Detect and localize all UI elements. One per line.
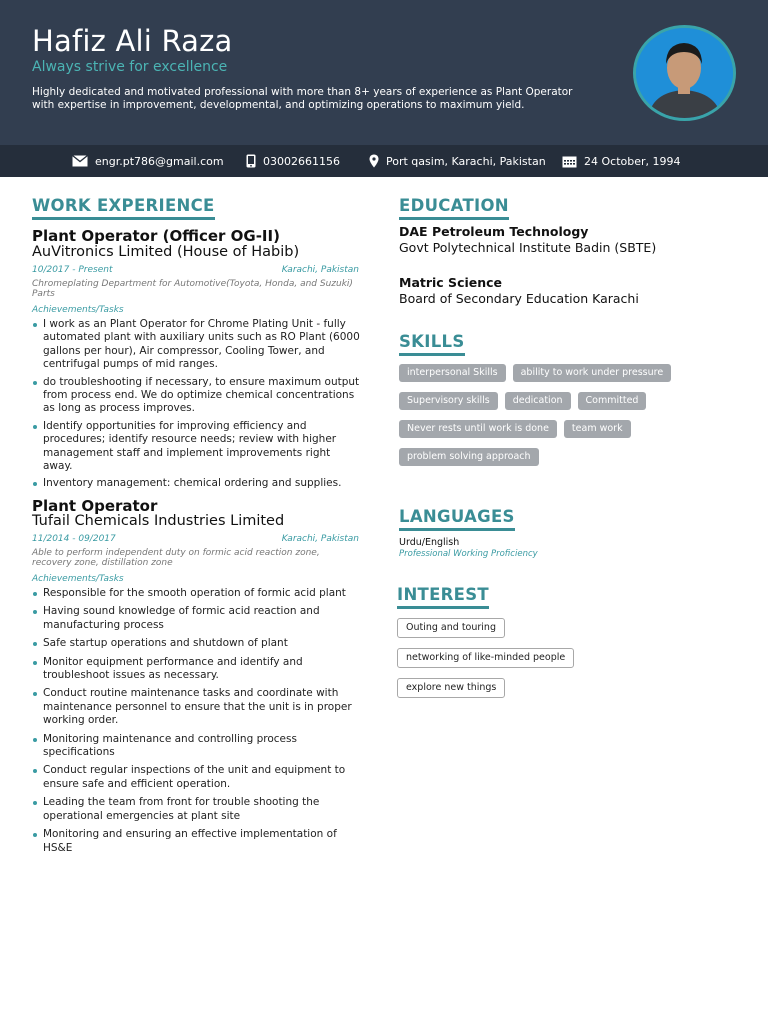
achievements-label: Achievements/Tasks	[32, 305, 124, 315]
job-company: Tufail Chemicals Industries Limited	[32, 513, 285, 529]
job-description: Able to perform independent duty on formic acid reaction zone, recovery zone, distillation zone	[32, 548, 320, 568]
achievements-label: Achievements/Tasks	[32, 574, 124, 584]
skill-chip: Committed	[578, 392, 647, 410]
envelope-icon	[72, 155, 88, 167]
contact-email[interactable]	[72, 145, 224, 177]
languages-heading: LANGUAGES	[399, 507, 515, 531]
job-description: Chromeplating Department for Automotive(Toyota, Honda, and Suzuki) Parts	[32, 279, 353, 299]
work-experience-heading: WORK EXPERIENCE	[32, 196, 215, 220]
skill-chip: problem solving approach	[399, 448, 539, 466]
task-list	[32, 318, 362, 491]
job-location: Karachi, Pakistan	[281, 534, 359, 544]
education-heading: EDUCATION	[399, 196, 509, 220]
map-pin-icon	[369, 154, 379, 168]
contact-location	[369, 145, 546, 177]
education-degree: Matric Science	[399, 275, 503, 290]
phone-icon	[246, 154, 256, 168]
job-title: Plant Operator	[32, 497, 158, 515]
education-degree: DAE Petroleum Technology	[399, 224, 589, 239]
candidate-name: Hafiz Ali Raza	[32, 24, 233, 58]
interest-list	[397, 618, 574, 698]
education-school: Board of Secondary Education Karachi	[399, 291, 639, 306]
list-item: Having sound knowledge of formic acid reaction and manufacturing process	[32, 605, 362, 632]
list-item: Monitoring maintenance and controlling process specifications	[32, 733, 362, 760]
list-item: Conduct routine maintenance tasks and coordinate with maintenance personnel to ensure that the unit is in proper working order.	[32, 687, 362, 727]
job-dates: 10/2017 - Present	[32, 265, 113, 275]
list-item: Responsible for the smooth operation of formic acid plant	[32, 587, 362, 600]
job-company: AuVitronics Limited (House of Habib)	[32, 244, 300, 260]
job-location: Karachi, Pakistan	[281, 265, 359, 275]
skill-chip: Never rests until work is done	[399, 420, 557, 438]
list-item: Conduct regular inspections of the unit and equipment to ensure safe and efficient operation.	[32, 764, 362, 791]
skill-chip: Supervisory skills	[399, 392, 498, 410]
skill-chip: interpersonal Skills	[399, 364, 506, 382]
phone-text: 03002661156	[263, 154, 340, 168]
job-meta	[32, 265, 359, 275]
interest-chip: networking of like-minded people	[397, 648, 574, 668]
list-item: Monitoring and ensuring an effective implementation of HS&E	[32, 828, 362, 855]
skill-chip: team work	[564, 420, 631, 438]
task-list	[32, 587, 362, 855]
calendar-icon	[562, 155, 577, 168]
birthdate-text: 24 October, 1994	[584, 154, 681, 168]
header	[0, 0, 768, 145]
list-item: do troubleshooting if necessary, to ensure maximum output from process end. We do optimize chemical concentrations as long as process improves.	[32, 376, 362, 416]
interest-heading: INTEREST	[397, 585, 489, 609]
list-item: Monitor equipment performance and identify and troubleshoot issues as necessary.	[32, 656, 362, 683]
skills-heading: SKILLS	[399, 332, 465, 356]
list-item: Identify opportunities for improving efficiency and procedures; identify resource needs; review with higher management staff and implement improvements right away.	[32, 420, 362, 474]
location-text: Port qasim, Karachi, Pakistan	[386, 154, 546, 168]
email-text: engr.pt786@gmail.com	[95, 154, 224, 168]
profile-summary: Highly dedicated and motivated professional with more than 8+ years of experience as Plant Operator with expertise in improvement, developmental, and optimizing operations to maximum yield.	[32, 86, 573, 111]
job-meta	[32, 534, 359, 544]
contact-bar	[0, 145, 768, 177]
list-item: I work as an Plant Operator for Chrome Plating Unit - fully automated plant with auxiliary units such as RO Plant (6000 gallons per hour), Air compressor, Cooling Tower, and centrifugal pumps of mid ranges.	[32, 318, 362, 372]
contact-phone[interactable]	[246, 145, 340, 177]
education-school: Govt Polytechnical Institute Badin (SBTE)	[399, 240, 657, 255]
language-level: Professional Working Proficiency	[399, 549, 538, 559]
skills-list	[399, 364, 739, 466]
list-item: Inventory management: chemical ordering and supplies.	[32, 477, 362, 490]
list-item: Safe startup operations and shutdown of plant	[32, 637, 362, 650]
job-dates: 11/2014 - 09/2017	[32, 534, 116, 544]
job-title: Plant Operator (Officer OG-II)	[32, 227, 280, 245]
skill-chip: ability to work under pressure	[513, 364, 672, 382]
contact-birthdate	[562, 145, 681, 177]
interest-chip: Outing and touring	[397, 618, 505, 638]
skill-chip: dedication	[505, 392, 571, 410]
portrait-image	[636, 28, 733, 118]
tagline: Always strive for excellence	[32, 59, 228, 75]
profile-photo	[633, 25, 736, 121]
list-item: Leading the team from front for trouble shooting the operational emergencies at plant site	[32, 796, 362, 823]
interest-chip: explore new things	[397, 678, 505, 698]
language-name: Urdu/English	[399, 537, 460, 548]
